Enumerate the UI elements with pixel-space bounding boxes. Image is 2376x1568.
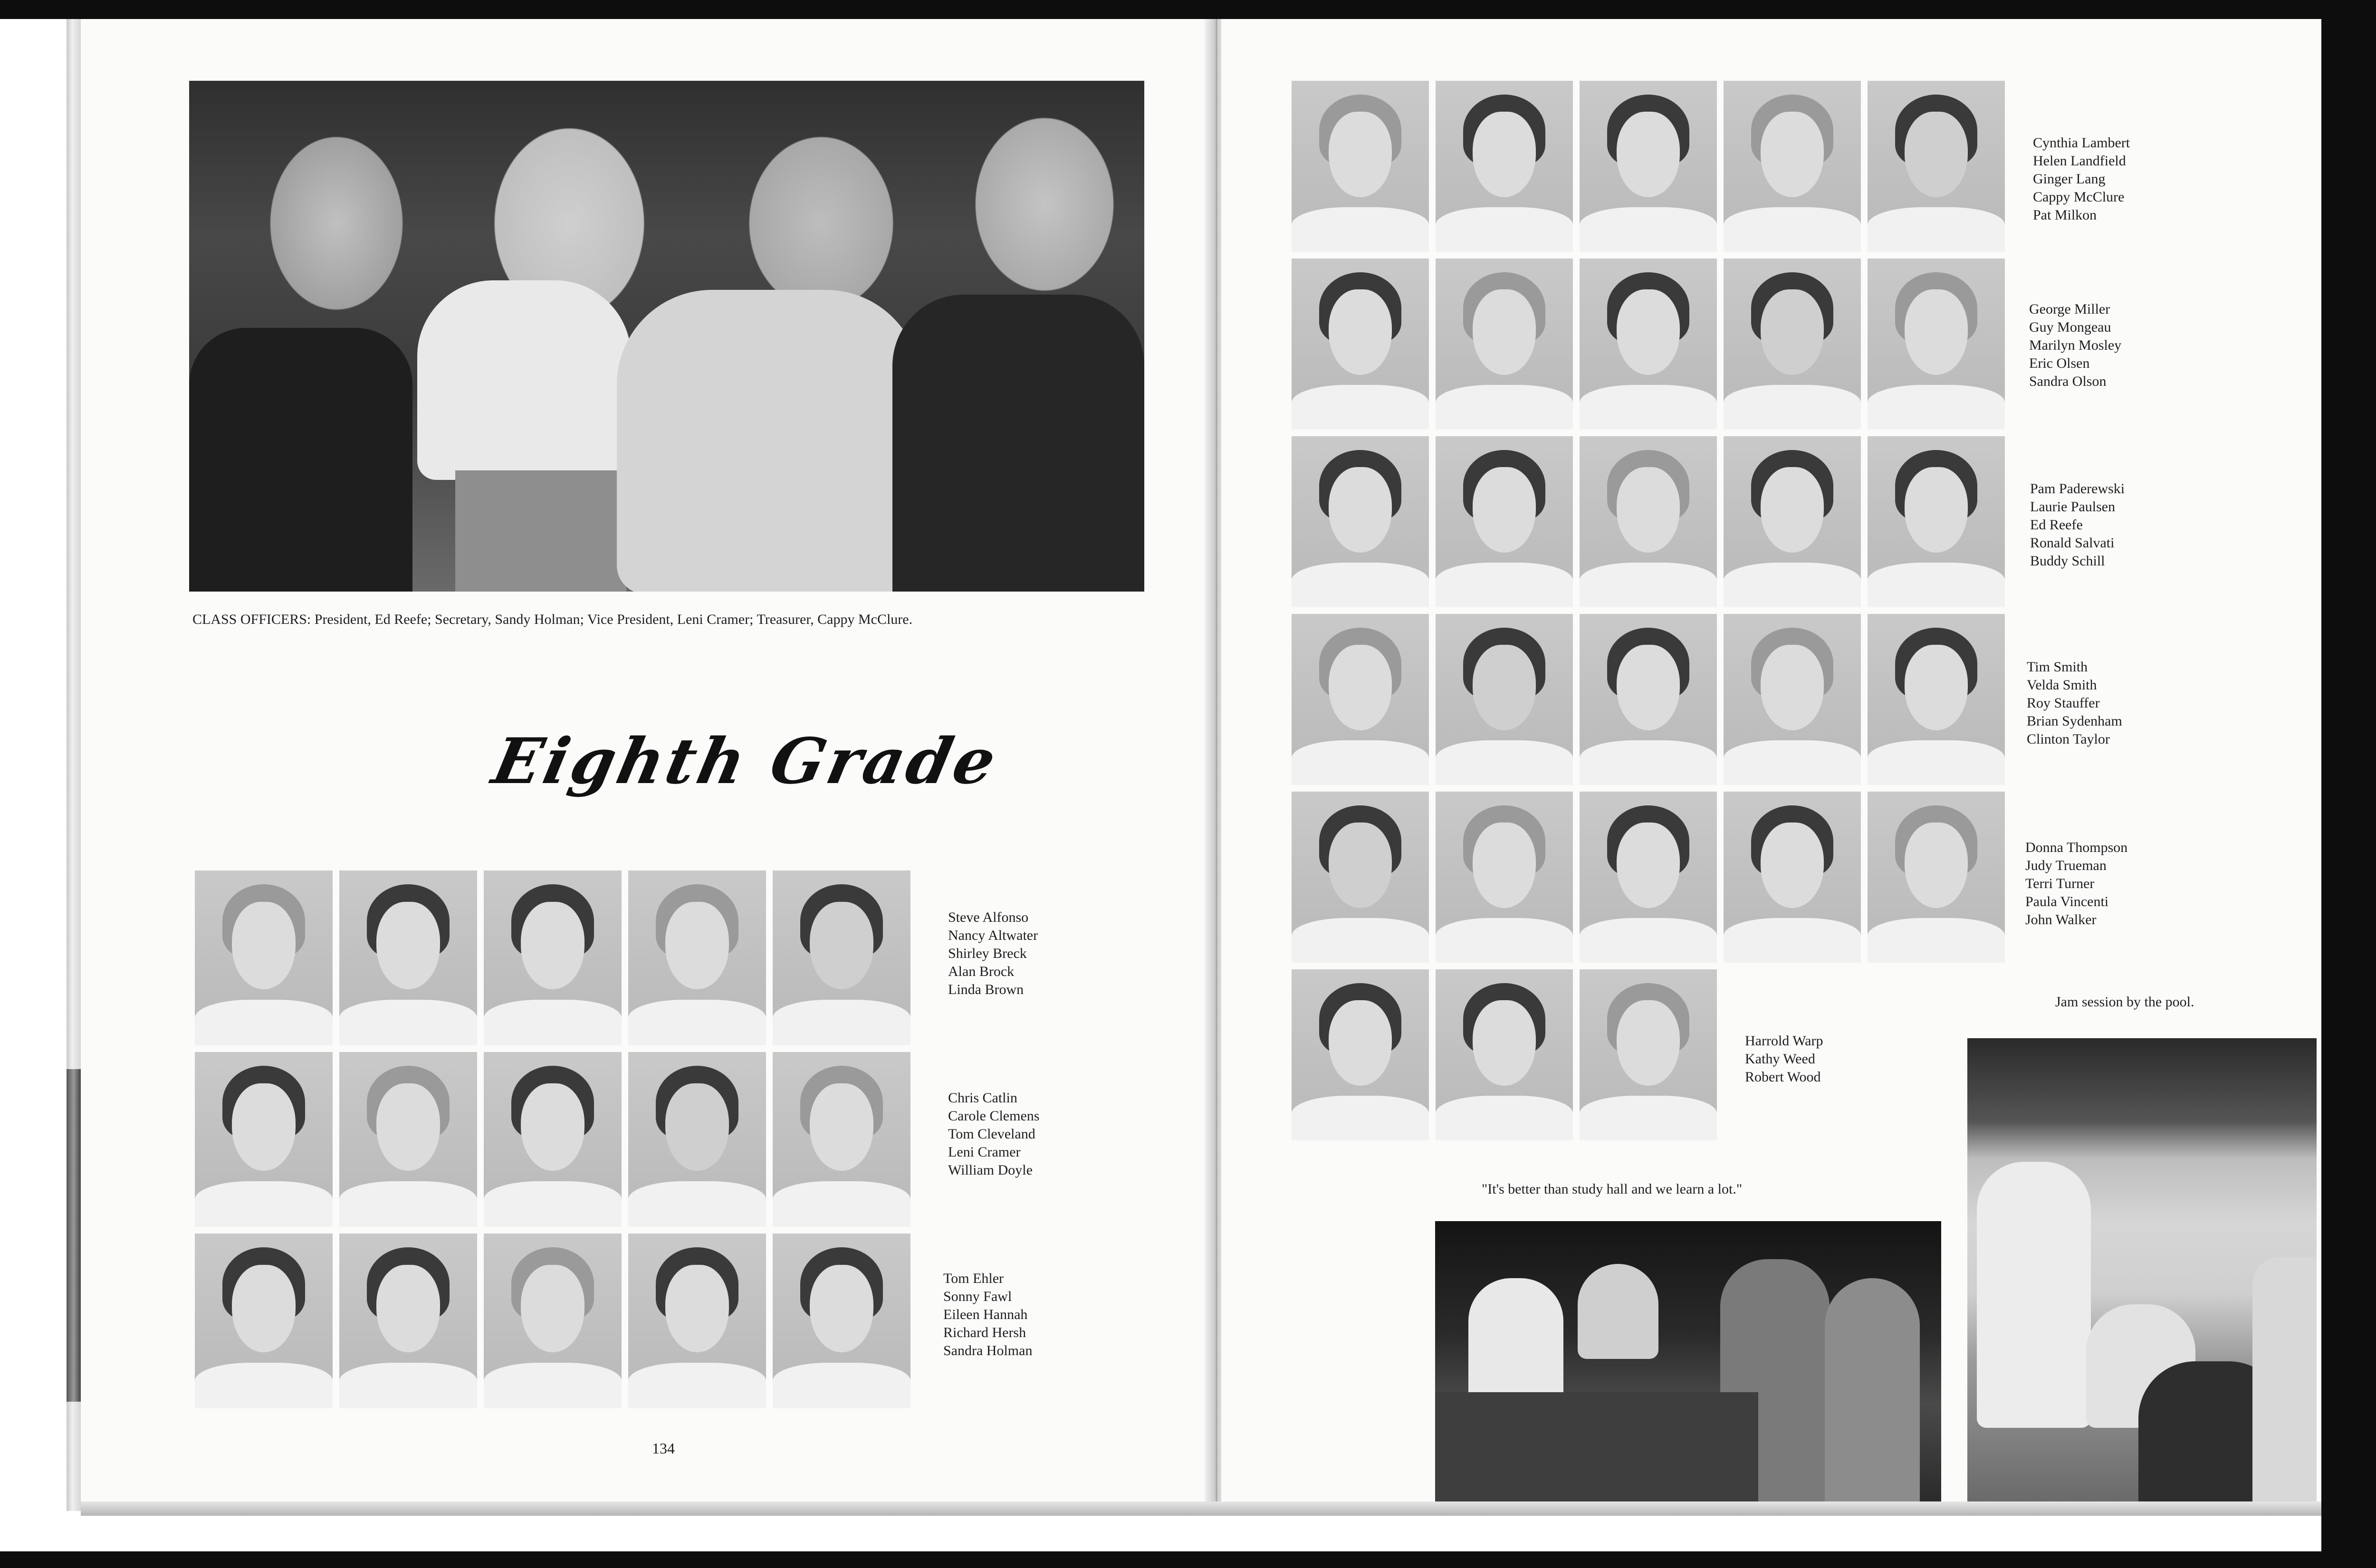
portrait-shirt <box>339 1181 477 1227</box>
student-name: Roy Stauffer <box>2027 695 2100 711</box>
student-name: John Walker <box>2025 912 2097 927</box>
officer-figure-4 <box>892 295 1144 592</box>
portrait-face <box>1905 467 1968 553</box>
portrait-shirt <box>1724 740 1861 785</box>
student-portrait <box>1580 436 1717 607</box>
portrait-face <box>1905 645 1968 730</box>
portrait-shirt <box>339 1363 477 1408</box>
student-name: Ed Reefe <box>2030 517 2083 533</box>
student-name: Leni Cramer <box>948 1144 1021 1160</box>
portrait-face <box>1329 1000 1392 1086</box>
portrait-shirt <box>484 1363 622 1408</box>
student-name: Brian Sydenham <box>2027 713 2122 729</box>
student-portrait <box>628 1233 766 1408</box>
student-name: Eileen Hannah <box>943 1307 1028 1322</box>
student-portrait <box>1868 81 2005 252</box>
officer-figure-2-skirt <box>455 470 626 592</box>
portrait-shirt <box>1868 385 2005 430</box>
student-name: William Doyle <box>948 1162 1033 1178</box>
student-portrait <box>773 870 910 1045</box>
student-portrait <box>484 1233 622 1408</box>
page-heading: Eighth Grade <box>486 725 1005 798</box>
student-portrait <box>195 870 333 1045</box>
portrait-shirt <box>1436 385 1573 430</box>
student-name: Clinton Taylor <box>2027 731 2110 747</box>
study-hall-photo <box>1435 1221 1941 1501</box>
student-name: Carole Clemens <box>948 1108 1040 1124</box>
portrait-face <box>376 902 440 989</box>
portrait-face <box>521 1265 584 1352</box>
student-portrait <box>1724 81 1861 252</box>
portrait-face <box>521 902 584 989</box>
student-portrait <box>1292 969 1429 1140</box>
student-portrait <box>1580 792 1717 963</box>
portrait-face <box>1329 289 1392 375</box>
student-portrait <box>1580 614 1717 785</box>
student-portrait <box>195 1233 333 1408</box>
hall-figure-1 <box>1468 1278 1563 1402</box>
portrait-face <box>1329 112 1392 197</box>
portrait-face <box>1473 645 1536 730</box>
student-name: Cynthia Lambert <box>2033 135 2130 151</box>
student-portrait <box>1868 258 2005 430</box>
portrait-shirt <box>195 1000 333 1045</box>
portrait-shirt <box>1868 207 2005 252</box>
student-name: Sandra Olson <box>2029 373 2107 389</box>
pool-figure-4 <box>2252 1257 2317 1501</box>
portrait-shirt <box>1292 740 1429 785</box>
student-name: Marilyn Mosley <box>2029 337 2122 353</box>
student-portrait <box>1292 436 1429 607</box>
student-name: Guy Mongeau <box>2029 319 2111 335</box>
student-portrait <box>1292 792 1429 963</box>
student-name: Cappy McClure <box>2033 189 2125 205</box>
portrait-face <box>1617 822 1680 908</box>
portrait-shirt <box>1436 1096 1573 1140</box>
portrait-shirt <box>1292 207 1429 252</box>
student-name: Paula Vincenti <box>2025 894 2109 909</box>
portrait-shirt <box>773 1000 910 1045</box>
student-name: Shirley Breck <box>948 946 1027 961</box>
student-name: Ginger Lang <box>2033 171 2106 187</box>
name-list-right-5 <box>2025 839 2127 929</box>
portrait-shirt <box>1724 918 1861 963</box>
portrait-shirt <box>484 1181 622 1227</box>
student-portrait <box>1436 969 1573 1140</box>
student-portrait <box>1868 436 2005 607</box>
portrait-shirt <box>628 1363 766 1408</box>
student-portrait <box>1580 969 1717 1140</box>
portrait-shirt <box>1868 740 2005 785</box>
student-portrait <box>1436 436 1573 607</box>
portrait-shirt <box>1292 918 1429 963</box>
student-name: Tim Smith <box>2027 659 2088 675</box>
name-list-left-1 <box>948 908 1038 999</box>
portrait-shirt <box>1580 740 1717 785</box>
student-name: Kathy Weed <box>1745 1051 1815 1067</box>
student-portrait <box>1436 614 1573 785</box>
student-name: Ronald Salvati <box>2030 535 2115 551</box>
student-name: Velda Smith <box>2027 677 2097 693</box>
portrait-shirt <box>1724 385 1861 430</box>
book-spine-edge <box>67 1069 81 1402</box>
student-portrait <box>1436 792 1573 963</box>
student-portrait <box>628 870 766 1045</box>
student-name: Judy Trueman <box>2025 858 2107 873</box>
student-name: Alan Brock <box>948 964 1015 979</box>
student-portrait <box>484 870 622 1045</box>
portrait-face <box>1329 467 1392 553</box>
student-portrait <box>339 1233 477 1408</box>
name-list-right-6 <box>1745 1032 1823 1086</box>
student-name: Laurie Paulsen <box>2030 499 2116 515</box>
portrait-shirt <box>1292 563 1429 607</box>
portrait-shirt <box>1868 563 2005 607</box>
name-list-right-1 <box>2033 134 2130 224</box>
student-name: Tom Cleveland <box>948 1126 1035 1142</box>
student-portrait <box>1292 258 1429 430</box>
portrait-shirt <box>1436 207 1573 252</box>
class-officers-caption: CLASS OFFICERS: President, Ed Reefe; Secretary, Sandy Holman; Vice President, Leni Cramer; Treasurer, Cappy McClure. <box>192 612 913 627</box>
student-portrait <box>1292 614 1429 785</box>
name-list-left-2 <box>948 1089 1039 1179</box>
hall-figure-2 <box>1578 1264 1658 1359</box>
student-name: Nancy Altwater <box>948 927 1038 943</box>
student-name: Pam Paderewski <box>2030 481 2125 497</box>
student-portrait <box>1868 614 2005 785</box>
portrait-face <box>232 1265 295 1352</box>
portrait-shirt <box>773 1363 910 1408</box>
officer-figure-1 <box>189 328 412 592</box>
student-name: George Miller <box>2029 301 2110 317</box>
portrait-shirt <box>195 1181 333 1227</box>
student-portrait <box>1580 81 1717 252</box>
scan-border-top <box>0 0 2376 19</box>
student-name: Chris Catlin <box>948 1090 1017 1106</box>
portrait-face <box>1473 822 1536 908</box>
student-name: Helen Landfield <box>2033 153 2126 169</box>
portrait-shirt <box>1868 918 2005 963</box>
scan-margin-left <box>0 0 76 1568</box>
student-portrait <box>1580 258 1717 430</box>
student-portrait <box>1724 436 1861 607</box>
portrait-face <box>810 1083 873 1171</box>
portrait-face <box>376 1083 440 1171</box>
portrait-shirt <box>1580 1096 1717 1140</box>
portrait-shirt <box>1580 918 1717 963</box>
hall-figure-4 <box>1825 1278 1920 1501</box>
student-name: Eric Olsen <box>2029 355 2090 371</box>
portrait-face <box>1473 1000 1536 1086</box>
student-name: Tom Ehler <box>943 1271 1004 1286</box>
portrait-shirt <box>1436 918 1573 963</box>
portrait-face <box>810 1265 873 1352</box>
pool-photo-caption: Jam session by the pool. <box>2055 994 2194 1010</box>
student-portrait <box>1724 258 1861 430</box>
portrait-face <box>1617 289 1680 375</box>
portrait-face <box>1761 289 1824 375</box>
portrait-face <box>1473 112 1536 197</box>
portrait-shirt <box>1436 563 1573 607</box>
name-list-right-2 <box>2029 300 2121 391</box>
student-portrait <box>773 1233 910 1408</box>
portrait-face <box>1617 467 1680 553</box>
portrait-face <box>521 1083 584 1171</box>
portrait-face <box>1617 112 1680 197</box>
portrait-shirt <box>773 1181 910 1227</box>
portrait-shirt <box>1724 563 1861 607</box>
student-name: Pat Milkon <box>2033 207 2097 223</box>
portrait-shirt <box>339 1000 477 1045</box>
student-portrait <box>628 1052 766 1227</box>
portrait-face <box>1761 112 1824 197</box>
portrait-shirt <box>1580 563 1717 607</box>
name-list-right-3 <box>2030 480 2125 570</box>
class-officers-photo <box>189 81 1144 592</box>
portrait-shirt <box>1580 207 1717 252</box>
portrait-face <box>665 902 728 989</box>
portrait-face <box>1905 289 1968 375</box>
student-name: Terri Turner <box>2025 876 2095 891</box>
student-name: Harrold Warp <box>1745 1033 1823 1049</box>
student-portrait <box>1436 81 1573 252</box>
study-hall-photo-caption: "It's better than study hall and we learn a lot." <box>1482 1181 1743 1197</box>
portrait-shirt <box>484 1000 622 1045</box>
student-portrait <box>1868 792 2005 963</box>
portrait-face <box>1617 645 1680 730</box>
student-portrait <box>1436 258 1573 430</box>
portrait-face <box>1905 112 1968 197</box>
portrait-shirt <box>628 1181 766 1227</box>
hall-desk <box>1435 1392 1758 1501</box>
portrait-face <box>1905 822 1968 908</box>
portrait-shirt <box>1436 740 1573 785</box>
portrait-face <box>1761 822 1824 908</box>
pool-figure-1 <box>1977 1162 2091 1428</box>
student-portrait <box>484 1052 622 1227</box>
student-name: Sonny Fawl <box>943 1289 1012 1304</box>
name-list-right-4 <box>2027 658 2122 748</box>
student-name: Steve Alfonso <box>948 909 1029 925</box>
portrait-face <box>1761 467 1824 553</box>
name-list-left-3 <box>943 1270 1032 1360</box>
student-portrait <box>339 1052 477 1227</box>
portrait-face <box>1617 1000 1680 1086</box>
portrait-face <box>232 902 295 989</box>
student-name: Sandra Holman <box>943 1343 1033 1358</box>
student-portrait <box>1724 792 1861 963</box>
portrait-face <box>1473 467 1536 553</box>
portrait-face <box>376 1265 440 1352</box>
student-name: Buddy Schill <box>2030 553 2105 569</box>
page-bottom-edge <box>81 1501 2321 1516</box>
portrait-shirt <box>1580 385 1717 430</box>
scan-border-right <box>2321 0 2376 1568</box>
officer-figure-2 <box>417 280 631 480</box>
student-portrait <box>339 870 477 1045</box>
student-portrait <box>195 1052 333 1227</box>
portrait-shirt <box>628 1000 766 1045</box>
portrait-shirt <box>195 1363 333 1408</box>
portrait-face <box>1473 289 1536 375</box>
portrait-face <box>232 1083 295 1171</box>
portrait-face <box>1761 645 1824 730</box>
portrait-face <box>665 1265 728 1352</box>
officer-figure-3 <box>617 290 921 592</box>
student-portrait <box>773 1052 910 1227</box>
portrait-shirt <box>1292 1096 1429 1140</box>
portrait-shirt <box>1724 207 1861 252</box>
student-name: Richard Hersh <box>943 1325 1026 1340</box>
portrait-face <box>665 1083 728 1171</box>
student-portrait <box>1292 81 1429 252</box>
student-name: Robert Wood <box>1745 1069 1821 1085</box>
pool-photo <box>1967 1038 2317 1501</box>
scan-border-bottom <box>0 1551 2376 1568</box>
portrait-face <box>1329 822 1392 908</box>
student-name: Donna Thompson <box>2025 840 2128 855</box>
student-portrait <box>1724 614 1861 785</box>
portrait-face <box>1329 645 1392 730</box>
page-number: 134 <box>652 1440 675 1457</box>
student-name: Linda Brown <box>948 982 1024 997</box>
portrait-shirt <box>1292 385 1429 430</box>
portrait-face <box>810 902 873 989</box>
